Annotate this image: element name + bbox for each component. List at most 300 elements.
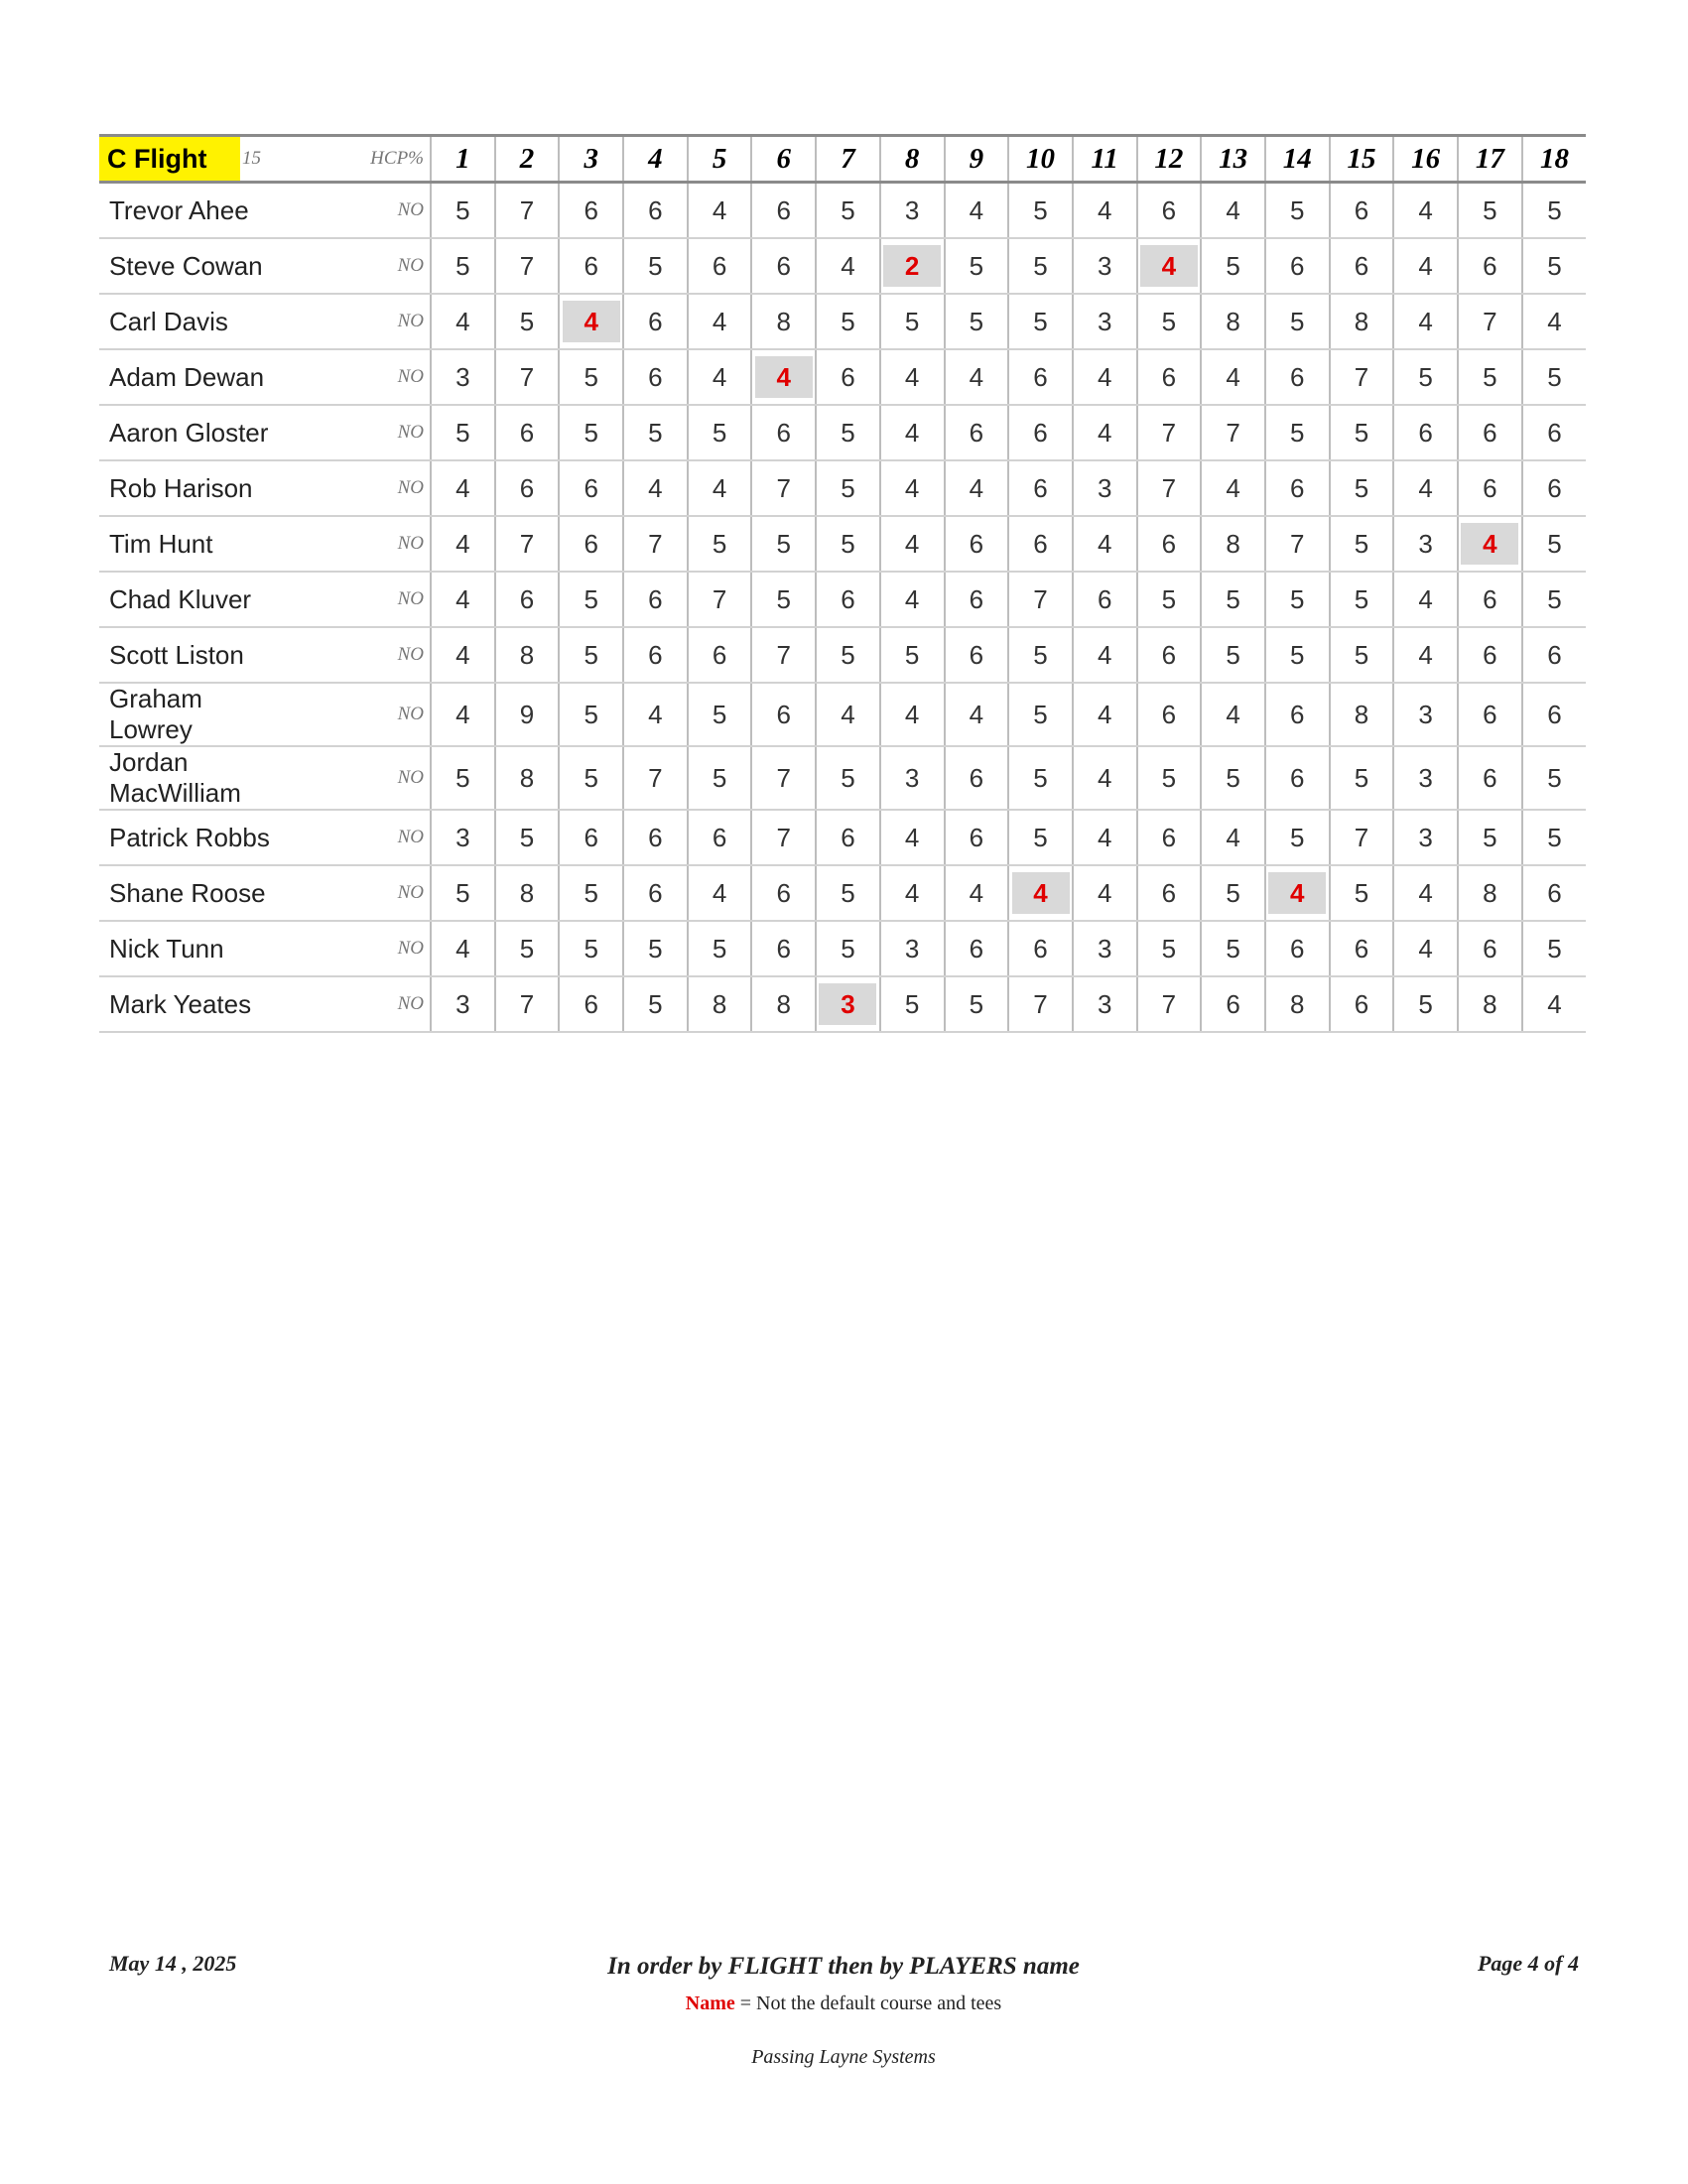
score-cell: 4 — [880, 405, 945, 460]
highlighted-score: 4 — [563, 301, 620, 342]
score-cell: 5 — [816, 460, 880, 516]
score-cell: 5 — [1137, 294, 1202, 349]
player-hcp: NO — [290, 976, 431, 1032]
score-cell: 4 — [945, 183, 1009, 239]
score-cell: 4 — [945, 683, 1009, 746]
score-cell: 5 — [816, 746, 880, 810]
score-cell — [880, 238, 945, 294]
score-cell: 3 — [880, 183, 945, 239]
score-cell: 6 — [623, 183, 688, 239]
hole-header-13: 13 — [1201, 136, 1265, 183]
score-cell: 4 — [1393, 238, 1458, 294]
score-cell: 5 — [1458, 349, 1522, 405]
score-cell: 5 — [1008, 183, 1073, 239]
table-row — [99, 238, 1586, 294]
score-cell: 6 — [1330, 921, 1394, 976]
score-cell: 6 — [1137, 683, 1202, 746]
flight-name: C Flight — [99, 136, 240, 183]
score-cell: 7 — [1330, 810, 1394, 865]
score-cell: 4 — [623, 683, 688, 746]
score-cell: 6 — [623, 572, 688, 627]
score-cell: 4 — [880, 865, 945, 921]
score-cell: 6 — [751, 865, 816, 921]
table-row — [99, 976, 1586, 1032]
table-row — [99, 572, 1586, 627]
score-cell: 6 — [1265, 349, 1330, 405]
score-cell: 8 — [1201, 516, 1265, 572]
score-cell: 5 — [1265, 627, 1330, 683]
score-cell: 6 — [751, 683, 816, 746]
score-cell: 4 — [1073, 349, 1137, 405]
score-cell: 5 — [688, 405, 752, 460]
player-name: Steve Cowan — [99, 238, 290, 294]
score-cell: 5 — [559, 572, 623, 627]
score-cell: 5 — [945, 976, 1009, 1032]
score-cell: 4 — [880, 460, 945, 516]
score-cell: 5 — [1458, 183, 1522, 239]
score-cell: 5 — [1008, 238, 1073, 294]
player-name: Mark Yeates — [99, 976, 290, 1032]
hole-header-12: 12 — [1137, 136, 1202, 183]
score-cell: 4 — [945, 865, 1009, 921]
player-hcp: NO — [290, 460, 431, 516]
player-hcp: NO — [290, 921, 431, 976]
score-cell: 8 — [1330, 294, 1394, 349]
player-hcp: NO — [290, 683, 431, 746]
score-cell: 4 — [880, 572, 945, 627]
score-cell: 6 — [1201, 976, 1265, 1032]
score-cell: 5 — [623, 976, 688, 1032]
score-cell: 6 — [495, 405, 560, 460]
score-cell: 8 — [1265, 976, 1330, 1032]
score-cell: 6 — [1522, 683, 1587, 746]
score-cell: 7 — [751, 810, 816, 865]
score-cell: 7 — [688, 572, 752, 627]
hole-header-15: 15 — [1330, 136, 1394, 183]
score-cell: 5 — [623, 921, 688, 976]
score-cell: 5 — [1522, 349, 1587, 405]
score-cell: 4 — [1393, 294, 1458, 349]
player-hcp: NO — [290, 294, 431, 349]
table-body — [99, 183, 1586, 1033]
score-cell: 5 — [1008, 746, 1073, 810]
hole-header-7: 7 — [816, 136, 880, 183]
score-cell: 6 — [688, 627, 752, 683]
score-cell: 3 — [880, 746, 945, 810]
player-name: Shane Roose — [99, 865, 290, 921]
score-cell: 7 — [495, 349, 560, 405]
score-cell: 5 — [880, 627, 945, 683]
score-cell: 4 — [431, 572, 495, 627]
score-cell: 5 — [431, 238, 495, 294]
score-cell: 5 — [1330, 572, 1394, 627]
score-cell: 5 — [1008, 627, 1073, 683]
score-cell: 6 — [1008, 460, 1073, 516]
score-cell: 6 — [1008, 516, 1073, 572]
player-name: Chad Kluver — [99, 572, 290, 627]
player-hcp: NO — [290, 746, 431, 810]
score-cell: 4 — [1393, 627, 1458, 683]
score-cell: 5 — [1008, 683, 1073, 746]
score-cell: 6 — [1137, 516, 1202, 572]
score-cell: 5 — [623, 238, 688, 294]
score-cell: 3 — [1393, 746, 1458, 810]
score-cell: 5 — [495, 921, 560, 976]
score-cell: 6 — [495, 460, 560, 516]
score-cell: 8 — [688, 976, 752, 1032]
score-cell: 5 — [431, 865, 495, 921]
table-row — [99, 460, 1586, 516]
score-cell: 4 — [1073, 627, 1137, 683]
player-hcp: NO — [290, 865, 431, 921]
score-cell: 7 — [751, 460, 816, 516]
score-cell: 3 — [1073, 238, 1137, 294]
score-cell: 8 — [1458, 976, 1522, 1032]
table-row — [99, 921, 1586, 976]
score-cell: 5 — [1201, 238, 1265, 294]
score-cell: 4 — [1201, 460, 1265, 516]
score-cell: 8 — [495, 865, 560, 921]
hole-header-3: 3 — [559, 136, 623, 183]
score-cell: 4 — [1073, 810, 1137, 865]
score-cell: 7 — [751, 746, 816, 810]
score-cell: 8 — [1330, 683, 1394, 746]
player-name: Graham Lowrey — [99, 683, 290, 746]
score-cell: 7 — [1330, 349, 1394, 405]
table-row — [99, 683, 1586, 746]
score-cell: 6 — [559, 460, 623, 516]
flight-hcp-value: 15 — [240, 136, 290, 183]
score-cell: 5 — [945, 238, 1009, 294]
score-cell: 7 — [1137, 460, 1202, 516]
score-cell: 7 — [1008, 976, 1073, 1032]
score-cell: 5 — [1522, 183, 1587, 239]
score-cell: 5 — [431, 746, 495, 810]
score-cell: 4 — [431, 516, 495, 572]
score-cell: 6 — [1008, 921, 1073, 976]
score-cell: 6 — [623, 810, 688, 865]
score-cell — [1458, 516, 1522, 572]
table-row — [99, 865, 1586, 921]
score-cell: 5 — [559, 746, 623, 810]
score-cell: 5 — [688, 683, 752, 746]
player-hcp: NO — [290, 183, 431, 239]
score-cell: 6 — [1393, 405, 1458, 460]
score-cell: 5 — [1522, 516, 1587, 572]
score-cell: 3 — [1393, 683, 1458, 746]
score-cell: 5 — [1137, 572, 1202, 627]
score-cell: 4 — [880, 810, 945, 865]
score-cell: 4 — [431, 921, 495, 976]
score-cell: 4 — [431, 294, 495, 349]
score-cell: 3 — [431, 349, 495, 405]
highlighted-score: 4 — [1461, 523, 1518, 565]
score-cell: 6 — [816, 810, 880, 865]
footer-company: Passing Layne Systems — [751, 2046, 936, 2068]
score-cell: 6 — [1330, 976, 1394, 1032]
score-cell: 4 — [1073, 516, 1137, 572]
player-name: Scott Liston — [99, 627, 290, 683]
score-cell: 6 — [1073, 572, 1137, 627]
player-name: Adam Dewan — [99, 349, 290, 405]
player-name: Carl Davis — [99, 294, 290, 349]
hole-header-6: 6 — [751, 136, 816, 183]
score-cell: 5 — [1265, 810, 1330, 865]
score-cell: 4 — [1393, 865, 1458, 921]
score-cell — [1265, 865, 1330, 921]
score-cell: 6 — [559, 810, 623, 865]
score-cell: 7 — [495, 183, 560, 239]
player-name: Jordan MacWilliam — [99, 746, 290, 810]
score-cell: 5 — [1330, 516, 1394, 572]
score-cell: 6 — [751, 405, 816, 460]
score-cell: 5 — [1137, 921, 1202, 976]
score-cell: 5 — [1522, 921, 1587, 976]
score-cell: 6 — [751, 183, 816, 239]
highlighted-score: 4 — [1268, 872, 1326, 914]
score-cell: 5 — [495, 294, 560, 349]
score-cell: 4 — [816, 238, 880, 294]
score-cell: 6 — [559, 238, 623, 294]
score-cell: 5 — [751, 572, 816, 627]
table-row — [99, 746, 1586, 810]
score-cell: 6 — [1458, 627, 1522, 683]
score-cell: 5 — [431, 183, 495, 239]
score-cell: 4 — [1393, 460, 1458, 516]
score-cell: 6 — [945, 627, 1009, 683]
table-row — [99, 294, 1586, 349]
score-cell: 5 — [816, 516, 880, 572]
score-cell: 4 — [945, 349, 1009, 405]
score-cell: 6 — [816, 572, 880, 627]
score-cell: 5 — [1137, 746, 1202, 810]
score-cell: 4 — [1393, 183, 1458, 239]
score-cell: 6 — [945, 572, 1009, 627]
score-cell: 7 — [1137, 976, 1202, 1032]
score-cell: 6 — [1522, 460, 1587, 516]
score-cell: 6 — [1008, 349, 1073, 405]
score-cell: 4 — [1073, 183, 1137, 239]
score-cell: 5 — [945, 294, 1009, 349]
score-cell: 5 — [688, 746, 752, 810]
score-cell: 5 — [1265, 572, 1330, 627]
player-name: Tim Hunt — [99, 516, 290, 572]
score-cell: 3 — [431, 810, 495, 865]
score-cell: 6 — [1137, 810, 1202, 865]
score-cell: 4 — [880, 516, 945, 572]
score-cell: 6 — [1265, 921, 1330, 976]
score-cell: 5 — [816, 294, 880, 349]
score-cell: 7 — [495, 238, 560, 294]
score-cell: 6 — [688, 810, 752, 865]
score-cell: 8 — [1458, 865, 1522, 921]
hcp-label: HCP% — [290, 136, 431, 183]
hole-header-8: 8 — [880, 136, 945, 183]
footer-page-number: Page 4 of 4 — [1477, 1951, 1579, 1976]
score-cell: 5 — [1201, 746, 1265, 810]
score-cell: 8 — [751, 976, 816, 1032]
score-cell: 5 — [495, 810, 560, 865]
score-cell: 6 — [1330, 183, 1394, 239]
player-name: Patrick Robbs — [99, 810, 290, 865]
score-cell: 5 — [1201, 572, 1265, 627]
score-cell: 5 — [880, 294, 945, 349]
hole-header-14: 14 — [1265, 136, 1330, 183]
score-cell: 3 — [1073, 976, 1137, 1032]
hole-header-17: 17 — [1458, 136, 1522, 183]
score-cell: 5 — [559, 921, 623, 976]
score-cell: 4 — [1073, 865, 1137, 921]
score-cell: 5 — [559, 405, 623, 460]
score-cell: 5 — [559, 865, 623, 921]
hole-header-2: 2 — [495, 136, 560, 183]
table-header — [99, 136, 1586, 183]
score-cell — [1137, 238, 1202, 294]
score-cell: 6 — [1458, 683, 1522, 746]
score-cell — [1008, 865, 1073, 921]
highlighted-score: 4 — [1012, 872, 1070, 914]
score-cell: 5 — [880, 976, 945, 1032]
score-cell: 4 — [1201, 349, 1265, 405]
score-cell: 3 — [1073, 921, 1137, 976]
score-cell: 5 — [1265, 405, 1330, 460]
hole-header-18: 18 — [1522, 136, 1587, 183]
score-cell: 7 — [1008, 572, 1073, 627]
score-cell: 4 — [688, 865, 752, 921]
score-cell: 4 — [1522, 294, 1587, 349]
table-row — [99, 405, 1586, 460]
score-cell: 6 — [688, 238, 752, 294]
score-cell: 4 — [1393, 572, 1458, 627]
score-cell: 4 — [1522, 976, 1587, 1032]
score-cell: 6 — [945, 746, 1009, 810]
score-cell: 5 — [559, 683, 623, 746]
table-row — [99, 627, 1586, 683]
score-cell: 5 — [688, 921, 752, 976]
score-cell: 4 — [1073, 683, 1137, 746]
score-cell: 4 — [688, 294, 752, 349]
score-cell: 6 — [1137, 183, 1202, 239]
score-cell: 5 — [1522, 746, 1587, 810]
score-cell: 8 — [495, 746, 560, 810]
score-cell: 6 — [751, 921, 816, 976]
score-cell: 8 — [751, 294, 816, 349]
score-cell: 5 — [816, 921, 880, 976]
score-cell: 7 — [623, 746, 688, 810]
score-cell: 6 — [495, 572, 560, 627]
score-cell: 6 — [1137, 865, 1202, 921]
score-cell: 5 — [1265, 183, 1330, 239]
hole-header-5: 5 — [688, 136, 752, 183]
score-cell: 7 — [1458, 294, 1522, 349]
score-cell: 5 — [1201, 865, 1265, 921]
score-cell: 6 — [1522, 405, 1587, 460]
score-cell: 4 — [1393, 921, 1458, 976]
highlighted-score: 3 — [819, 983, 876, 1025]
hole-header-4: 4 — [623, 136, 688, 183]
score-cell: 6 — [1522, 865, 1587, 921]
score-cell: 3 — [1393, 810, 1458, 865]
footer-date: May 14 , 2025 — [109, 1951, 237, 1976]
score-cell: 5 — [1330, 865, 1394, 921]
score-cell: 6 — [1458, 460, 1522, 516]
footer-legend — [496, 1992, 1191, 2015]
score-cell: 9 — [495, 683, 560, 746]
score-cell: 6 — [1265, 683, 1330, 746]
highlighted-score: 2 — [883, 245, 941, 287]
score-cell: 6 — [623, 349, 688, 405]
table-row — [99, 516, 1586, 572]
score-cell: 3 — [1393, 516, 1458, 572]
score-cell: 8 — [1201, 294, 1265, 349]
score-cell: 3 — [1073, 460, 1137, 516]
player-name: Aaron Gloster — [99, 405, 290, 460]
score-cell: 5 — [1458, 810, 1522, 865]
score-cell: 5 — [1330, 746, 1394, 810]
score-cell: 6 — [1265, 238, 1330, 294]
score-cell: 4 — [1073, 746, 1137, 810]
score-cell: 6 — [623, 294, 688, 349]
score-cell: 6 — [1137, 627, 1202, 683]
score-cell: 5 — [1330, 460, 1394, 516]
score-cell — [816, 976, 880, 1032]
player-name: Nick Tunn — [99, 921, 290, 976]
score-cell: 5 — [1008, 294, 1073, 349]
score-cell: 6 — [1330, 238, 1394, 294]
score-cell: 5 — [431, 405, 495, 460]
hole-header-10: 10 — [1008, 136, 1073, 183]
table-row — [99, 183, 1586, 239]
score-cell: 4 — [1201, 683, 1265, 746]
score-cell — [559, 294, 623, 349]
score-cell: 7 — [751, 627, 816, 683]
score-cell: 5 — [1265, 294, 1330, 349]
score-cell: 7 — [1265, 516, 1330, 572]
highlighted-score: 4 — [1140, 245, 1198, 287]
score-cell: 4 — [688, 349, 752, 405]
score-cell — [751, 349, 816, 405]
score-cell: 6 — [559, 976, 623, 1032]
score-cell: 3 — [1073, 294, 1137, 349]
score-cell: 5 — [816, 405, 880, 460]
score-cell: 6 — [816, 349, 880, 405]
player-hcp: NO — [290, 405, 431, 460]
table-row — [99, 810, 1586, 865]
score-cell: 4 — [688, 183, 752, 239]
score-cell: 4 — [945, 460, 1009, 516]
player-hcp: NO — [290, 516, 431, 572]
score-cell: 6 — [1458, 405, 1522, 460]
score-cell: 3 — [431, 976, 495, 1032]
score-cell: 6 — [559, 183, 623, 239]
score-cell: 4 — [431, 460, 495, 516]
score-cell: 6 — [1265, 460, 1330, 516]
player-hcp: NO — [290, 238, 431, 294]
score-cell: 4 — [1201, 183, 1265, 239]
score-cell: 4 — [623, 460, 688, 516]
player-name: Trevor Ahee — [99, 183, 290, 239]
score-cell: 5 — [751, 516, 816, 572]
score-cell: 4 — [816, 683, 880, 746]
score-cell: 6 — [623, 627, 688, 683]
score-cell: 6 — [1265, 746, 1330, 810]
hole-header-9: 9 — [945, 136, 1009, 183]
score-cell: 6 — [1458, 572, 1522, 627]
score-cell: 6 — [945, 405, 1009, 460]
player-hcp: NO — [290, 349, 431, 405]
score-cell: 6 — [945, 921, 1009, 976]
player-hcp: NO — [290, 627, 431, 683]
